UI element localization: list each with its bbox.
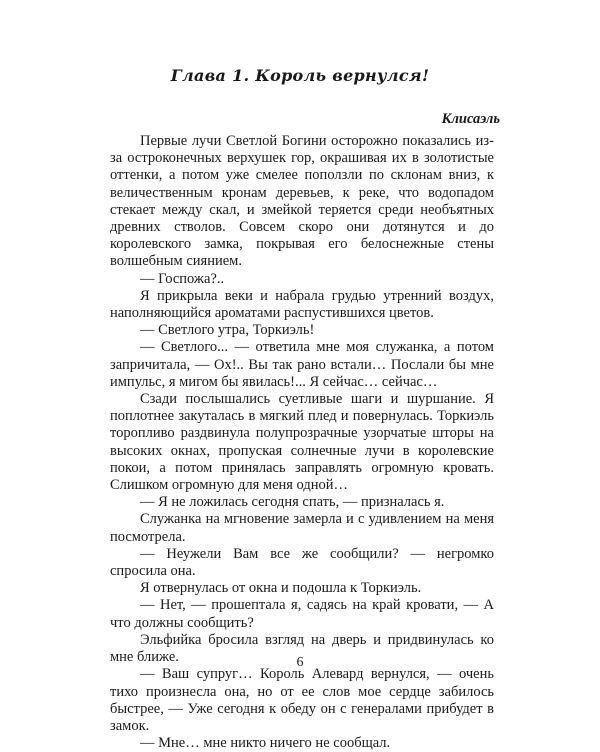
chapter-title: Глава 1. Король вернулся! [170, 66, 430, 85]
paragraph: Сзади послышались суетливые шаги и шуршание. Я поплотнее закуталась в мягкий плед и повернулась. Торкиэль торопливо раздвинула полупрозрачные узорчатые шторы на высоких окнах, пропуская солнечные лучи в королевские покои, а потом принялась заправлять огромную кровать. Слишком огромную для меня одной… [110, 391, 494, 494]
paragraph: — Госпожа?.. [140, 270, 225, 287]
paragraph: — Ваш супруг… Король Алевард вернулся, — очень тихо произнесла она, но от ее слов мое сердце забилось быстрее, — Уже сегодня к обеду он с генералами прибудет в замок. [110, 666, 494, 734]
paragraph: Я отвернулась от окна и подошла к Торкиэль. [140, 580, 422, 597]
paragraph: Первые лучи Светлой Богини осторожно показались из-за остроконечных верхушек гор, окрашивая их в золотистые оттенки, а потом уже смелее поползли по склонам вниз, к величественным кронам деревьев, к реке, что водопадом стекает между скал, и змейкой теряется среди необъятных древних стволов. Совсем скоро они дотянутся и до королевского замка, покрывая его белоснежные стены волшебным сиянием. [110, 133, 494, 270]
paragraph: Эльфийка бросила взгляд на дверь и придвинулась ко мне ближе. [110, 631, 494, 666]
narrator-name: Клисаэль [441, 111, 500, 127]
paragraph: — Светлого утра, Торкиэль! [140, 322, 315, 339]
paragraph: — Светлого... — ответила мне моя служанка, а потом запричитала, — Ох!.. Вы так рано встали… Послали бы мне импульс, я мигом бы явилась!... Я сейчас… сейчас… [110, 339, 494, 390]
paragraph: — Неужели Вам все же сообщили? — негромко спросила она. [110, 545, 494, 580]
paragraph: Я прикрыла веки и набрала грудью утренний воздух, наполняющийся ароматами распустившихся цветов. [110, 287, 494, 322]
paragraph: — Мне… мне никто ничего не сообщал. [140, 735, 391, 752]
page-number: 6 [296, 655, 304, 670]
paragraph: — Я не ложилась сегодня спать, — призналась я. [140, 494, 445, 511]
paragraph: Служанка на мгновение замерла и с удивлением на меня посмотрела. [110, 511, 494, 545]
paragraph: — Нет, — прошептала я, садясь на край кровати, — А что должны сообщить? [110, 597, 494, 631]
